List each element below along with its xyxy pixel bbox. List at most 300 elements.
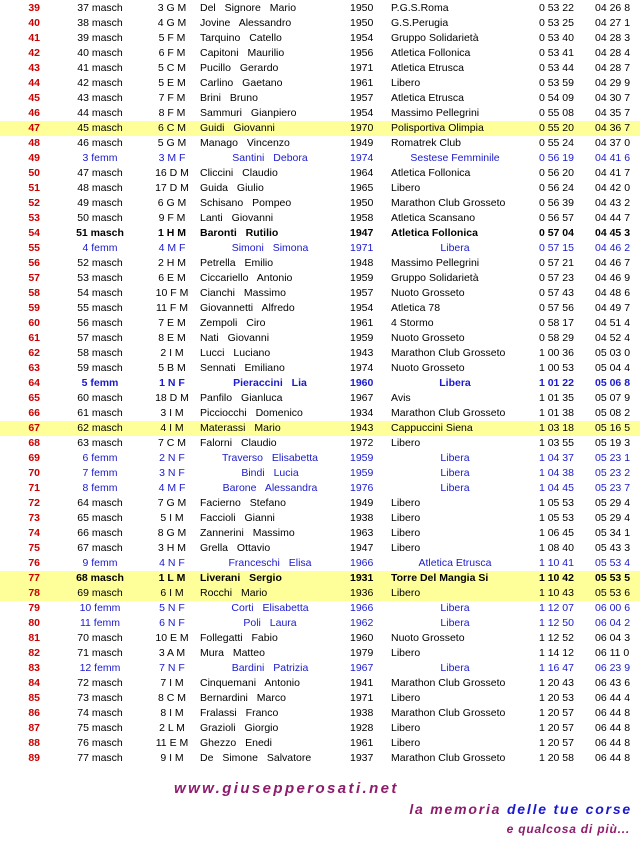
pace-cell: 06 44 8 [595, 707, 631, 719]
class-rank-cell: 8 C M [157, 692, 186, 704]
table-row [0, 196, 640, 211]
category-rank-cell: 51 masch [76, 227, 124, 239]
table-row [0, 391, 640, 406]
class-rank-cell: 4 G M [157, 17, 187, 29]
pace-cell: 06 23 9 [595, 662, 631, 674]
club-cell: Libera [440, 662, 470, 674]
pace-cell: 04 46 2 [595, 242, 631, 254]
category-rank-cell: 74 masch [77, 707, 123, 719]
class-rank-cell: 6 G M [157, 197, 187, 209]
athlete-name-cell: Ghezzo Enedi [200, 737, 272, 749]
position-cell: 70 [28, 467, 40, 479]
pace-cell: 04 51 4 [595, 317, 631, 329]
table-row [0, 466, 640, 481]
class-rank-cell: 7 N F [159, 662, 185, 674]
class-rank-cell: 6 E M [158, 272, 186, 284]
position-cell: 74 [28, 527, 40, 539]
class-rank-cell: 5 B M [158, 362, 186, 374]
athlete-name-cell: Barone Alessandra [222, 482, 318, 494]
athlete-name-cell: Mura Matteo [200, 647, 265, 659]
class-rank-cell: 10 E M [155, 632, 189, 644]
category-rank-cell: 46 masch [77, 137, 123, 149]
birth-year-cell: 1974 [350, 152, 374, 164]
pace-cell: 05 29 4 [595, 512, 631, 524]
club-cell: Massimo Pellegrini [391, 257, 480, 269]
finish-time-cell: 0 56 57 [538, 212, 574, 224]
club-cell: Gruppo Solidarietà [391, 272, 479, 284]
athlete-name-cell: Carlino Gaetano [200, 77, 283, 89]
finish-time-cell: 0 55 20 [538, 122, 574, 134]
class-rank-cell: 3 M F [158, 152, 186, 164]
category-rank-cell: 73 masch [77, 692, 123, 704]
position-cell: 64 [28, 377, 40, 389]
athlete-name-cell: Guidi Giovanni [200, 122, 275, 134]
finish-time-cell: 1 01 38 [538, 407, 574, 419]
table-row [0, 136, 640, 151]
class-rank-cell: 4 N F [159, 557, 185, 569]
position-cell: 85 [28, 692, 40, 704]
pace-cell: 05 34 1 [595, 527, 631, 539]
athlete-name-cell: Pieraccini Lia [233, 377, 307, 389]
table-row [0, 421, 640, 436]
pace-cell: 05 53 4 [595, 557, 631, 569]
table-row [0, 601, 640, 616]
birth-year-cell: 1959 [350, 332, 374, 344]
birth-year-cell: 1928 [350, 722, 374, 734]
class-rank-cell: 3 I M [160, 407, 184, 419]
pace-cell: 04 29 9 [595, 77, 631, 89]
athlete-name-cell: Giovannetti Alfredo [200, 302, 295, 314]
class-rank-cell: 8 I M [160, 707, 184, 719]
category-rank-cell: 11 femm [79, 617, 121, 629]
athlete-name-cell: Corti Elisabetta [231, 602, 309, 614]
position-cell: 80 [28, 617, 40, 629]
results-table [0, 1, 640, 766]
table-row [0, 1, 640, 16]
category-rank-cell: 55 masch [77, 302, 123, 314]
category-rank-cell: 66 masch [77, 527, 123, 539]
pace-cell: 05 53 5 [595, 572, 631, 584]
athlete-name-cell: Jovine Alessandro [200, 17, 292, 29]
category-rank-cell: 54 masch [77, 287, 123, 299]
finish-time-cell: 1 20 57 [538, 707, 574, 719]
table-row [0, 541, 640, 556]
finish-time-cell: 1 20 43 [538, 677, 574, 689]
finish-time-cell: 1 03 55 [538, 437, 574, 449]
birth-year-cell: 1938 [350, 512, 374, 524]
position-cell: 61 [28, 332, 40, 344]
club-cell: Marathon Club Grosseto [391, 752, 506, 764]
finish-time-cell: 0 57 56 [538, 302, 574, 314]
athlete-name-cell: Pucillo Gerardo [200, 62, 279, 74]
table-row [0, 151, 640, 166]
position-cell: 71 [28, 482, 40, 494]
class-rank-cell: 7 G M [157, 497, 187, 509]
pace-cell: 05 23 2 [595, 467, 631, 479]
pace-cell: 04 27 1 [595, 17, 631, 29]
pace-cell: 05 06 8 [595, 377, 631, 389]
table-row [0, 586, 640, 601]
category-rank-cell: 3 femm [82, 152, 118, 164]
tagline-part2: delle tue corse [506, 801, 632, 817]
finish-time-cell: 0 54 09 [538, 92, 574, 104]
birth-year-cell: 1949 [350, 137, 374, 149]
athlete-name-cell: Sammuri Gianpiero [200, 107, 297, 119]
finish-time-cell: 1 03 18 [538, 422, 574, 434]
birth-year-cell: 1950 [350, 2, 374, 14]
position-cell: 79 [28, 602, 40, 614]
club-cell: Libero [391, 437, 421, 449]
birth-year-cell: 1960 [350, 377, 374, 389]
athlete-name-cell: Materassi Mario [200, 422, 281, 434]
class-rank-cell: 3 G M [157, 2, 187, 14]
club-cell: Marathon Club Grosseto [391, 197, 506, 209]
finish-time-cell: 1 10 43 [538, 587, 574, 599]
athlete-name-cell: Capitoni Maurilio [200, 47, 285, 59]
category-rank-cell: 59 masch [77, 362, 123, 374]
class-rank-cell: 2 L M [159, 722, 185, 734]
club-cell: 4 Stormo [391, 317, 434, 329]
table-row [0, 496, 640, 511]
club-cell: Libera [440, 242, 470, 254]
class-rank-cell: 5 C M [157, 62, 186, 74]
position-cell: 86 [28, 707, 40, 719]
athlete-name-cell: Brini Bruno [200, 92, 258, 104]
athlete-name-cell: Simoni Simona [231, 242, 309, 254]
category-rank-cell: 9 femm [82, 557, 118, 569]
athlete-name-cell: Franceschi Elisa [228, 557, 312, 569]
club-cell: Marathon Club Grosseto [391, 677, 506, 689]
athlete-name-cell: Bernardini Marco [200, 692, 286, 704]
table-row [0, 526, 640, 541]
birth-year-cell: 1954 [350, 107, 374, 119]
birth-year-cell: 1954 [350, 302, 374, 314]
class-rank-cell: 10 F M [155, 287, 189, 299]
position-cell: 66 [28, 407, 40, 419]
pace-cell: 06 44 8 [595, 737, 631, 749]
birth-year-cell: 1976 [350, 482, 374, 494]
club-cell: Atletica Follonica [391, 47, 471, 59]
athlete-name-cell: Ciccariello Antonio [200, 272, 293, 284]
pace-cell: 04 28 7 [595, 62, 631, 74]
category-rank-cell: 63 masch [77, 437, 123, 449]
birth-year-cell: 1961 [350, 77, 374, 89]
pace-cell: 05 29 4 [595, 497, 631, 509]
position-cell: 44 [28, 77, 40, 89]
position-cell: 65 [28, 392, 40, 404]
birth-year-cell: 1950 [350, 197, 374, 209]
athlete-name-cell: Del Signore Mario [200, 2, 297, 14]
birth-year-cell: 1959 [350, 467, 374, 479]
athlete-name-cell: Sennati Emiliano [200, 362, 285, 374]
birth-year-cell: 1966 [350, 602, 374, 614]
position-cell: 57 [28, 272, 40, 284]
birth-year-cell: 1961 [350, 317, 374, 329]
class-rank-cell: 1 N F [159, 377, 185, 389]
category-rank-cell: 61 masch [77, 407, 123, 419]
position-cell: 41 [28, 32, 40, 44]
athlete-name-cell: Zannerini Massimo [200, 527, 295, 539]
position-cell: 48 [28, 137, 40, 149]
class-rank-cell: 6 C M [157, 122, 186, 134]
class-rank-cell: 1 L M [158, 572, 186, 584]
class-rank-cell: 4 M F [158, 482, 186, 494]
site-link[interactable]: www.giusepperosati.net [174, 780, 399, 797]
position-cell: 56 [28, 257, 40, 269]
birth-year-cell: 1966 [350, 557, 374, 569]
birth-year-cell: 1962 [350, 617, 374, 629]
birth-year-cell: 1961 [350, 737, 374, 749]
finish-time-cell: 1 06 45 [538, 527, 574, 539]
category-rank-cell: 10 femm [79, 602, 121, 614]
athlete-name-cell: Santini Debora [232, 152, 308, 164]
category-rank-cell: 4 femm [82, 242, 118, 254]
class-rank-cell: 9 I M [160, 752, 184, 764]
athlete-name-cell: Faccioli Gianni [200, 512, 275, 524]
athlete-name-cell: Guida Giulio [200, 182, 264, 194]
finish-time-cell: 1 01 35 [538, 392, 574, 404]
class-rank-cell: 5 E M [158, 77, 186, 89]
category-rank-cell: 5 femm [81, 377, 119, 389]
finish-time-cell: 1 08 40 [538, 542, 574, 554]
athlete-name-cell: Facierno Stefano [200, 497, 286, 509]
club-cell: Atletica Follonica [391, 167, 471, 179]
class-rank-cell: 5 I M [160, 512, 184, 524]
club-cell: Marathon Club Grosseto [391, 347, 506, 359]
athlete-name-cell: Falorni Claudio [200, 437, 277, 449]
category-rank-cell: 48 masch [77, 182, 123, 194]
athlete-name-cell: Panfilo Gianluca [200, 392, 283, 404]
tagline [409, 801, 632, 817]
athlete-name-cell: Grella Ottavio [200, 542, 271, 554]
club-cell: Nuoto Grosseto [391, 287, 465, 299]
athlete-name-cell: Bardini Patrizia [231, 662, 309, 674]
finish-time-cell: 0 57 43 [538, 287, 574, 299]
class-rank-cell: 5 F M [158, 32, 186, 44]
category-rank-cell: 8 femm [82, 482, 118, 494]
club-cell: Marathon Club Grosseto [391, 407, 506, 419]
club-cell: Massimo Pellegrini [391, 107, 480, 119]
finish-time-cell: 1 00 36 [538, 347, 574, 359]
category-rank-cell: 60 masch [77, 392, 123, 404]
club-cell: Sestese Femminile [410, 152, 500, 164]
club-cell: Atletica Follonica [391, 227, 478, 239]
category-rank-cell: 6 femm [82, 452, 118, 464]
club-cell: Libero [391, 497, 421, 509]
pace-cell: 05 07 9 [595, 392, 631, 404]
club-cell: Romatrek Club [391, 137, 462, 149]
class-rank-cell: 8 F M [158, 107, 186, 119]
athlete-name-cell: Petrella Emilio [200, 257, 274, 269]
position-cell: 50 [28, 167, 40, 179]
category-rank-cell: 64 masch [77, 497, 123, 509]
category-rank-cell: 42 masch [77, 77, 123, 89]
pace-cell: 04 41 7 [595, 167, 631, 179]
category-rank-cell: 75 masch [77, 722, 123, 734]
table-row [0, 691, 640, 706]
athlete-name-cell: Tarquino Catello [200, 32, 282, 44]
finish-time-cell: 0 53 25 [538, 17, 574, 29]
birth-year-cell: 1979 [350, 647, 374, 659]
athlete-name-cell: Picciocchi Domenico [200, 407, 303, 419]
pace-cell: 06 44 8 [595, 752, 631, 764]
table-row [0, 736, 640, 751]
table-row [0, 721, 640, 736]
finish-time-cell: 1 04 38 [538, 467, 574, 479]
finish-time-cell: 1 04 45 [538, 482, 574, 494]
club-cell: Libero [391, 692, 421, 704]
finish-time-cell: 0 53 22 [538, 2, 574, 14]
pace-cell: 06 11 0 [595, 647, 630, 659]
athlete-name-cell: Cianchi Massimo [200, 287, 286, 299]
table-row [0, 751, 640, 766]
club-cell: Nuoto Grosseto [391, 362, 465, 374]
finish-time-cell: 0 57 15 [538, 242, 574, 254]
category-rank-cell: 67 masch [77, 542, 123, 554]
pace-cell: 04 46 7 [595, 257, 631, 269]
birth-year-cell: 1947 [350, 542, 374, 554]
finish-time-cell: 0 57 04 [538, 227, 574, 239]
club-cell: Nuoto Grosseto [391, 332, 465, 344]
category-rank-cell: 76 masch [77, 737, 123, 749]
category-rank-cell: 38 masch [77, 17, 123, 29]
finish-time-cell: 0 58 29 [538, 332, 574, 344]
class-rank-cell: 6 N F [159, 617, 185, 629]
position-cell: 81 [28, 632, 40, 644]
position-cell: 77 [28, 572, 40, 584]
pace-cell: 04 49 7 [595, 302, 631, 314]
class-rank-cell: 3 H M [157, 542, 186, 554]
club-cell: Libero [391, 722, 421, 734]
athlete-name-cell: Poli Laura [243, 617, 297, 629]
class-rank-cell: 2 N F [159, 452, 185, 464]
table-row [0, 31, 640, 46]
position-cell: 47 [28, 122, 40, 134]
class-rank-cell: 11 F M [156, 302, 188, 314]
club-cell: Nuoto Grosseto [391, 632, 465, 644]
class-rank-cell: 4 I M [160, 422, 184, 434]
table-row [0, 181, 640, 196]
club-cell: Atletica Etrusca [391, 92, 464, 104]
category-rank-cell: 45 masch [77, 122, 123, 134]
class-rank-cell: 5 N F [159, 602, 185, 614]
class-rank-cell: 16 D M [155, 167, 189, 179]
table-row [0, 556, 640, 571]
category-rank-cell: 50 masch [77, 212, 123, 224]
athlete-name-cell: Traverso Elisabetta [221, 452, 319, 464]
finish-time-cell: 1 12 07 [538, 602, 574, 614]
finish-time-cell: 0 53 41 [538, 47, 574, 59]
club-cell: Atletica Etrusca [418, 557, 492, 569]
finish-time-cell: 1 20 53 [538, 692, 574, 704]
position-cell: 68 [28, 437, 40, 449]
finish-time-cell: 0 53 40 [538, 32, 574, 44]
table-row [0, 331, 640, 346]
club-cell: Libero [391, 737, 421, 749]
class-rank-cell: 17 D M [155, 182, 189, 194]
category-rank-cell: 7 femm [82, 467, 118, 479]
position-cell: 60 [28, 317, 40, 329]
category-rank-cell: 77 masch [77, 752, 123, 764]
athlete-name-cell: Lucci Luciano [200, 347, 271, 359]
finish-time-cell: 1 12 52 [538, 632, 574, 644]
position-cell: 88 [28, 737, 40, 749]
category-rank-cell: 47 masch [77, 167, 123, 179]
birth-year-cell: 1941 [350, 677, 374, 689]
birth-year-cell: 1957 [350, 287, 374, 299]
club-cell: P.G.S.Roma [391, 2, 449, 14]
position-cell: 73 [28, 512, 40, 524]
finish-time-cell: 0 57 23 [538, 272, 574, 284]
pace-cell: 05 03 0 [595, 347, 631, 359]
athlete-name-cell: Cliccini Claudio [200, 167, 278, 179]
class-rank-cell: 8 E M [158, 332, 186, 344]
club-cell: Cappuccini Siena [391, 422, 473, 434]
finish-time-cell: 1 14 12 [538, 647, 574, 659]
pace-cell: 06 44 4 [595, 692, 631, 704]
pace-cell: 04 45 3 [595, 227, 631, 239]
table-row [0, 436, 640, 451]
club-cell: Libero [391, 512, 421, 524]
position-cell: 78 [28, 587, 40, 599]
position-cell: 63 [28, 362, 40, 374]
finish-time-cell: 1 10 41 [538, 557, 574, 569]
birth-year-cell: 1948 [350, 257, 374, 269]
birth-year-cell: 1931 [350, 572, 374, 584]
birth-year-cell: 1947 [350, 227, 374, 239]
category-rank-cell: 68 masch [76, 572, 124, 584]
finish-time-cell: 0 56 39 [538, 197, 574, 209]
table-row [0, 121, 640, 136]
athlete-name-cell: Baronti Rutilio [200, 227, 279, 239]
category-rank-cell: 70 masch [77, 632, 123, 644]
birth-year-cell: 1967 [350, 392, 374, 404]
class-rank-cell: 6 I M [160, 587, 184, 599]
athlete-name-cell: Rocchi Mario [200, 587, 268, 599]
category-rank-cell: 58 masch [77, 347, 123, 359]
birth-year-cell: 1934 [350, 407, 374, 419]
table-row [0, 646, 640, 661]
table-row [0, 361, 640, 376]
birth-year-cell: 1971 [350, 692, 374, 704]
pace-cell: 04 46 9 [595, 272, 631, 284]
tagline-part1: la memoria [409, 801, 502, 817]
finish-time-cell: 0 58 17 [538, 317, 574, 329]
birth-year-cell: 1950 [350, 17, 374, 29]
finish-time-cell: 1 01 22 [538, 377, 574, 389]
birth-year-cell: 1957 [350, 92, 374, 104]
club-cell: Atletica 78 [391, 302, 441, 314]
table-row [0, 661, 640, 676]
pace-cell: 06 44 8 [595, 722, 631, 734]
category-rank-cell: 53 masch [77, 272, 123, 284]
birth-year-cell: 1938 [350, 707, 374, 719]
finish-time-cell: 1 20 58 [538, 752, 574, 764]
club-cell: Marathon Club Grosseto [391, 707, 506, 719]
class-rank-cell: 2 I M [160, 347, 184, 359]
position-cell: 39 [28, 2, 40, 14]
category-rank-cell: 52 masch [77, 257, 123, 269]
position-cell: 51 [28, 182, 40, 194]
finish-time-cell: 0 57 21 [538, 257, 574, 269]
club-cell: Libero [391, 527, 421, 539]
birth-year-cell: 1937 [350, 752, 374, 764]
class-rank-cell: 9 F M [158, 212, 186, 224]
athlete-name-cell: Liverani Sergio [200, 572, 282, 584]
birth-year-cell: 1974 [350, 362, 374, 374]
position-cell: 45 [28, 92, 40, 104]
pace-cell: 04 28 3 [595, 32, 631, 44]
